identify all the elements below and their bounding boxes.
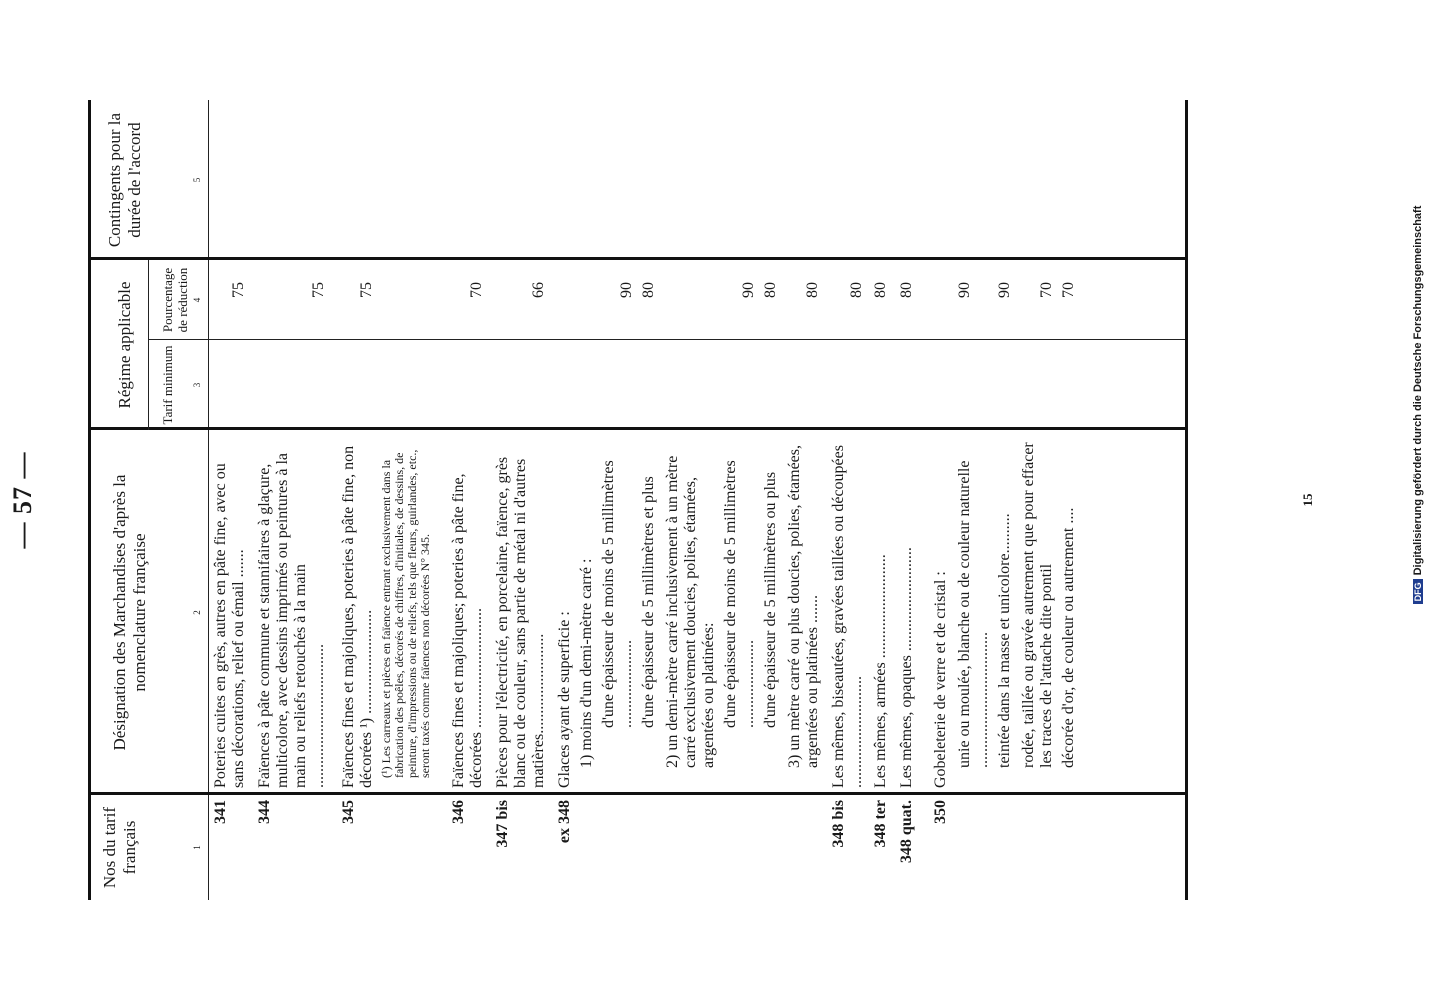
reduction-percentage: 75 [230, 282, 247, 298]
reduction-percentage: 90 [956, 282, 973, 298]
reduction-percentage: 80 [762, 282, 779, 298]
column-number-3: 3 [192, 382, 202, 388]
item-description: Gobeleterie de verre et de cristal : [932, 571, 949, 788]
item-description: unie ou moulée, blanche ou de couleur naturelle .................................. [956, 460, 991, 768]
column-number-2: 2 [192, 610, 202, 615]
tariff-number: 344 [256, 800, 273, 824]
reduction-percentage: 80 [848, 282, 865, 298]
item-description: 1) moins d'un demi-mètre carré : [578, 558, 595, 768]
item-description: Faïences fines et majoliques; poteries à pâte fine, décorées .............................. [450, 473, 485, 788]
page-number: — 57 — [8, 451, 37, 549]
column-number-1: 1 [192, 845, 202, 850]
table-top-rule [88, 100, 91, 900]
column-number-4: 4 [192, 297, 202, 303]
header-contingents: Contingents pour la durée de l'accord [105, 112, 144, 248]
tariff-number: 348 quat. [898, 800, 915, 864]
reduction-percentage: 80 [872, 282, 889, 298]
item-description: 2) un demi-mètre carré inclusivement à un mètre carré exclusivement doucies, polies, étamées, argentées ou platinées: [664, 455, 717, 768]
reduction-percentage: 70 [1038, 282, 1055, 298]
reduction-percentage: 90 [618, 282, 635, 298]
item-description: rodée, taillée ou gravée autrement que pour effacer les traces de l'attache dite pontil [1020, 442, 1055, 768]
table-bottom-rule [1185, 100, 1188, 900]
tariff-number: 348 ter [872, 800, 889, 848]
regime-rule [148, 260, 149, 430]
header-pourcentage: Pourcentage de réduction [160, 267, 190, 333]
item-description: Les mêmes, armées .......................... [872, 554, 889, 788]
reduction-percentage: 70 [468, 282, 485, 298]
column-number-5: 5 [192, 177, 202, 183]
item-description: décorée d'or, de couleur ou autrement .... [1060, 507, 1077, 768]
reduction-percentage: 90 [996, 282, 1013, 298]
tariff-number: 345 [340, 800, 357, 824]
item-description: Les mêmes, opaques .......................... [898, 547, 915, 788]
header-tarif-minimum: Tarif minimum [160, 345, 175, 425]
tariff-number: 347 bis [494, 800, 511, 848]
sheet-number: 15 [1300, 493, 1315, 507]
reduction-percentage: 80 [804, 282, 821, 298]
reduction-percentage: 66 [530, 282, 547, 298]
item-description: teintée dans la masse et unicolore.......... [996, 513, 1013, 768]
item-description: Faïences à pâte commune et stannifaires à glaçure, multicolore, avec dessins imprimés ou peintures à la main ou reliefs retouchés à la main .................................... [256, 452, 327, 788]
item-description: 3) un mètre carré ou plus doucies, polies, étamées, argentées ou platinées ....... [786, 445, 821, 768]
item-description: Les mêmes, biseautées, gravées taillées ou découpées ............................ [830, 445, 865, 788]
reduction-percentage: 80 [640, 282, 657, 298]
reduction-percentage: 80 [898, 282, 915, 298]
reduction-percentage: 75 [310, 282, 327, 298]
header-regime: Régime applicable [115, 281, 134, 409]
divider-col3 [148, 339, 1185, 340]
header-designation: Désignation des Marchandises d'après la nomenclature française [110, 474, 149, 751]
item-description: d'une épaisseur de moins de 5 millimètres ...................... [600, 460, 635, 728]
item-description: d'une épaisseur de 5 millimètres ou plus [762, 471, 779, 728]
dfg-logo: DFG [1413, 579, 1423, 604]
item-description: Poteries cuites en grès, autres en pâte fine, avec ou sans décorations, relief ou émail ....... [212, 463, 247, 788]
digitization-credit [1412, 10, 1424, 800]
tariff-number: 350 [932, 800, 949, 824]
tariff-number: 348 bis [830, 800, 847, 848]
reduction-percentage: 90 [740, 282, 757, 298]
item-description: d'une épaisseur de 5 millimètres et plus [640, 476, 657, 728]
item-description: d'une épaisseur de moins de 5 millimètres ...................... [722, 460, 757, 728]
header-rule [208, 100, 209, 900]
item-description: Faïences fines et majoliques, poteries à pâte fine, non décorées ¹) .......................... [340, 445, 375, 788]
tariff-number: 346 [450, 800, 467, 824]
tariff-number: ex 348 [556, 800, 573, 844]
reduction-percentage: 75 [358, 282, 375, 298]
item-description: Pièces pour l'électricité, en porcelaine, faïence, grès blanc ou de couleur, sans partie de métal ni d'autres matières......................... [494, 456, 547, 788]
footnote: (¹) Les carreaux et pièces en faïence entrant exclusivement dans la fabrication des poêles, décorés de chiffres, d'initiales, de dessins, de peinture, d'impressions ou de reliefs, tels que fleurs, guirlandes, etc., seront taxés comme faïences non décorées N° 345. [379, 449, 432, 778]
divider-col2 [88, 427, 1185, 430]
divider-col4 [88, 257, 1185, 260]
divider-col1 [88, 792, 1185, 795]
header-nos-tarif: Nos du tarif français [100, 806, 139, 889]
reduction-percentage: 70 [1060, 282, 1077, 298]
item-description: Glaces ayant de superficie : [556, 611, 573, 788]
digitization-credit-text: Digitalisierung gefördert durch die Deutsche Forschungsgemeinschaft [1412, 205, 1424, 576]
tariff-number: 341 [212, 800, 229, 824]
